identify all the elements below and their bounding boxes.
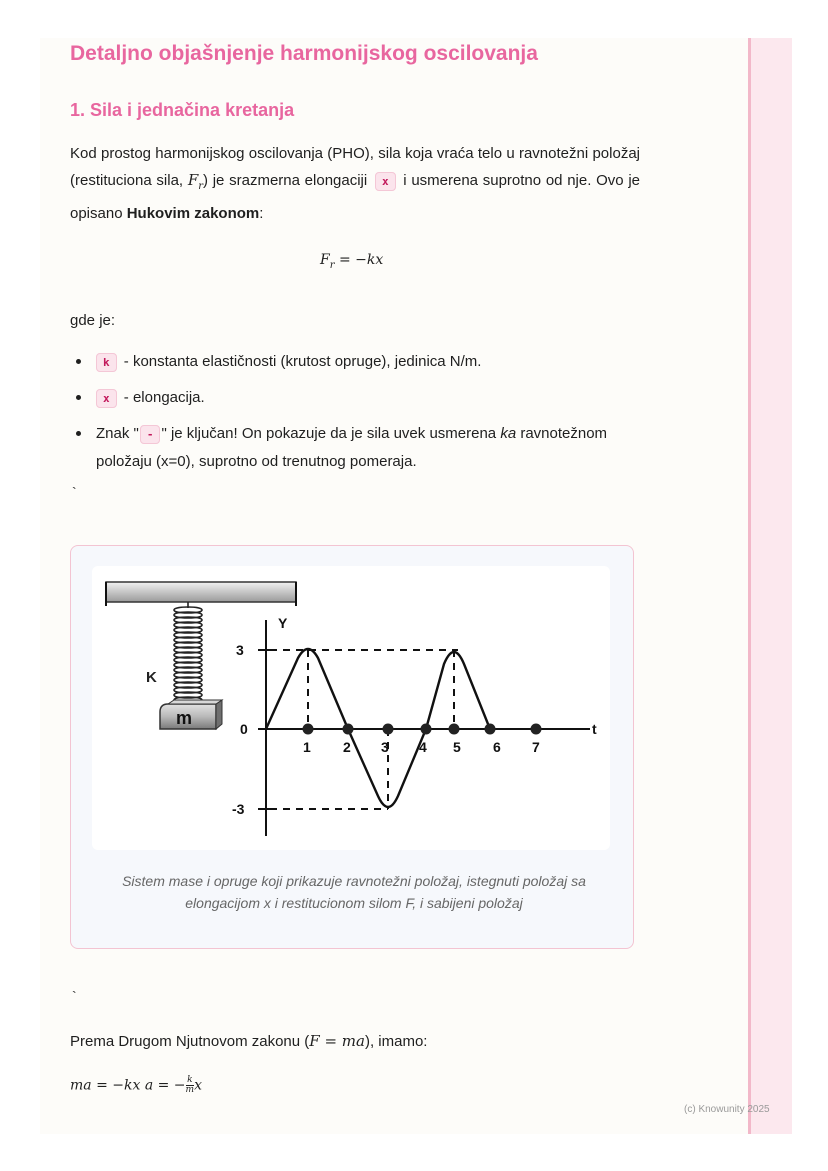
intro-text-3: i usmerena suprotno od nje. Ovo je opisano: [70, 172, 641, 222]
t-axis-label: t: [592, 721, 597, 737]
y-tick-label: -3: [232, 801, 245, 817]
definition-list: [70, 348, 630, 483]
minus-code: -: [140, 425, 161, 444]
intro-text-1: Kod prostog harmonijskog oscilovanja (PHO), sila koja vraća telo u ravnotežni položaj (restituciona sila,: [70, 145, 640, 189]
spring-label: K: [146, 669, 157, 686]
list-item: k - konstanta elastičnosti (krutost opruge), jedinica N/m.: [70, 348, 630, 376]
ceiling-bar: [106, 582, 296, 602]
y-tick-label: 0: [240, 721, 248, 737]
t-tick-label: 4: [419, 739, 427, 755]
list-item: Znak " - " je ključan! On pokazuje da je sila uvek usmerena ka ravnotežnom položaju (x=0), suprotno od trenutnog pomeraja.: [70, 420, 630, 475]
spring-oscillation-figure: [92, 566, 610, 850]
mass-label: m: [176, 708, 193, 728]
force-symbol: $F_r$: [187, 171, 204, 192]
intro-text-2: ) je srazmerna elongaciji: [203, 172, 368, 189]
figure-caption: Sistem mase i opruge koji prikazuje ravnotežni položaj, istegnuti položaj sa elongacijom x i restitucionom silom F, i sabijeni položaj: [122, 873, 586, 911]
footer-copyright: (c) Knowunity 2025: [684, 1104, 770, 1115]
hooke-law-bold: Hukovim zakonom: [126, 205, 260, 222]
list-item: x - elongacija.: [70, 384, 630, 412]
t-tick-label: 7: [532, 739, 540, 755]
margin-band: [748, 38, 792, 1134]
t-tick-label: 6: [493, 739, 501, 755]
x-code: x: [375, 172, 396, 191]
intro-text-4: :: [259, 205, 264, 222]
margin-line: [748, 38, 751, 1134]
newton-sentence: Prema Drugom Njutnovom zakonu (F = ma), imamo:: [70, 1032, 428, 1050]
intro-paragraph: [70, 140, 640, 227]
t-tick-label: 3: [381, 739, 389, 755]
k-code: k: [96, 353, 117, 372]
t-tick-label: 5: [453, 739, 461, 755]
where-label: gde je:: [70, 312, 116, 329]
page-title: Detaljno objašnjenje harmonijskog oscilovanja: [70, 42, 538, 65]
y-tick-label: 3: [236, 642, 244, 658]
y-axis-label: Y: [278, 615, 288, 631]
motion-equation: ma = −kx a = − $\frac{k}{m}$ x: [70, 1075, 202, 1095]
k-over-m-fraction: $\frac{k}{m}$: [185, 1075, 195, 1095]
x-code: x: [96, 389, 117, 408]
stray-mark: `: [72, 988, 77, 1004]
t-tick-label: 1: [303, 739, 311, 755]
section-heading: 1. Sila i jednačina kretanja: [70, 100, 295, 120]
t-tick-label: 2: [343, 739, 351, 755]
hooke-equation: $F_r = -kx$: [320, 252, 384, 271]
stray-mark: `: [72, 484, 77, 500]
